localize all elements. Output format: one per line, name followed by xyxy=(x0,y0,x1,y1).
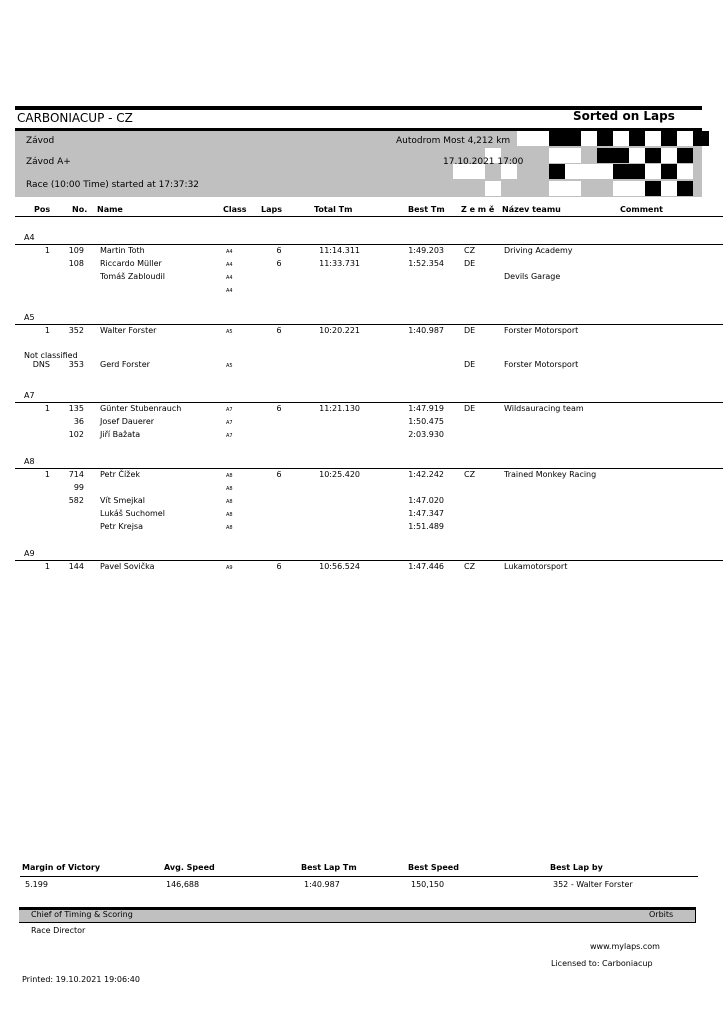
cell-name: Walter Forster xyxy=(100,326,157,335)
cell-team: Forster Motorsport xyxy=(504,326,579,335)
cell-country: DE xyxy=(464,404,476,413)
column-header-rule xyxy=(15,216,723,217)
cell-pos: DNS xyxy=(32,360,50,369)
race-info: Race (10:00 Time) started at 17:37:32 xyxy=(26,180,200,190)
cell-no: 582 xyxy=(68,496,84,505)
cell-class: A9 xyxy=(226,565,233,571)
cell-best: 1:42.242 xyxy=(408,470,444,479)
avg-speed-value: 146,688 xyxy=(166,880,200,889)
flag-square xyxy=(549,148,565,163)
cell-name: Martin Toth xyxy=(100,246,145,255)
cell-no: 714 xyxy=(68,470,84,479)
cell-laps: 6 xyxy=(276,562,282,571)
cell-pos: 1 xyxy=(44,562,50,571)
flag-square xyxy=(613,181,629,196)
flag-square xyxy=(549,164,565,179)
col-team: Název teamu xyxy=(502,205,561,214)
flag-square xyxy=(645,164,661,179)
col-no: No. xyxy=(72,205,88,214)
flag-square xyxy=(661,181,677,196)
group-label: A8 xyxy=(24,457,35,466)
flag-square xyxy=(597,164,613,179)
session-datetime: 17.10.2021 17:00 xyxy=(443,157,524,167)
flag-square xyxy=(661,148,677,163)
margin-label: Margin of Victory xyxy=(22,863,101,872)
cell-best: 1:40.987 xyxy=(408,326,444,335)
event-name: Závod xyxy=(26,136,55,146)
group-rule xyxy=(15,244,723,245)
chief-of-timing: Chief of Timing & Scoring xyxy=(31,910,133,919)
best-lap-by-label: Best Lap by xyxy=(550,863,603,872)
cell-pos: 1 xyxy=(44,246,50,255)
flag-square xyxy=(517,131,533,146)
cell-team: Forster Motorsport xyxy=(504,360,579,369)
printed-timestamp: Printed: 19.10.2021 19:06:40 xyxy=(22,975,140,984)
licensed-to: Licensed to: Carboniacup xyxy=(551,959,653,968)
cell-team: Lukamotorsport xyxy=(504,562,568,571)
cell-class: A4 xyxy=(226,249,233,255)
cell-class: A5 xyxy=(226,363,233,369)
cell-class: A8 xyxy=(226,473,233,479)
cell-class: A8 xyxy=(226,512,233,518)
col-class: Class xyxy=(223,205,247,214)
cell-best: 1:47.446 xyxy=(408,562,444,571)
cell-pos: 1 xyxy=(44,326,50,335)
best-lap-by-value: 352 - Walter Forster xyxy=(553,880,633,889)
cell-class: A7 xyxy=(226,420,233,426)
cell-country: DE xyxy=(464,326,476,335)
cell-total: 11:14.311 xyxy=(319,246,360,255)
website: www.mylaps.com xyxy=(590,942,660,951)
cell-name: Vít Smejkal xyxy=(100,496,146,505)
col-comment: Comment xyxy=(620,205,663,214)
flag-square xyxy=(565,148,581,163)
flag-square xyxy=(677,148,693,163)
flag-square xyxy=(629,181,645,196)
group-label: Not classified xyxy=(24,351,78,360)
flag-square xyxy=(597,148,613,163)
cell-no: 352 xyxy=(68,326,84,335)
cell-name: Tomáš Zabloudil xyxy=(100,272,165,281)
report-title: CARBONIACUP - CZ xyxy=(17,111,133,125)
cell-name: Petr Čížek xyxy=(100,470,140,479)
group-rule xyxy=(15,324,723,325)
cell-no: 36 xyxy=(73,417,84,426)
flag-square xyxy=(693,131,709,146)
cell-pos: 1 xyxy=(44,404,50,413)
cell-country: CZ xyxy=(464,562,476,571)
best-speed-value: 150,150 xyxy=(411,880,445,889)
session-name: Závod A+ xyxy=(26,157,71,167)
cell-laps: 6 xyxy=(276,470,282,479)
sort-label: Sorted on Laps xyxy=(573,109,675,123)
cell-class: A5 xyxy=(226,329,233,335)
cell-best: 1:47.919 xyxy=(408,404,444,413)
col-pos: Pos xyxy=(34,205,51,214)
flag-square xyxy=(613,131,629,146)
cell-class: A4 xyxy=(226,288,233,294)
flag-square xyxy=(645,148,661,163)
flag-square xyxy=(629,131,645,146)
cell-best: 1:50.475 xyxy=(408,417,444,426)
cell-total: 10:20.221 xyxy=(319,326,360,335)
cell-class: A8 xyxy=(226,486,233,492)
flag-square xyxy=(549,131,565,146)
cell-laps: 6 xyxy=(276,246,282,255)
best-lap-value: 1:40.987 xyxy=(304,880,340,889)
cell-total: 11:33.731 xyxy=(319,259,360,268)
flag-square xyxy=(549,181,565,196)
track-name: Autodrom Most 4,212 km xyxy=(396,136,511,146)
flag-square xyxy=(629,148,645,163)
cell-name: Jiří Bažata xyxy=(100,430,141,439)
cell-best: 1:51.489 xyxy=(408,522,444,531)
cell-laps: 6 xyxy=(276,259,282,268)
flag-square xyxy=(565,181,581,196)
flag-square xyxy=(565,131,581,146)
col-name: Name xyxy=(97,205,123,214)
cell-class: A4 xyxy=(226,262,233,268)
flag-square xyxy=(581,164,597,179)
cell-no: 102 xyxy=(68,430,84,439)
col-laps: Laps xyxy=(261,205,282,214)
cell-class: A8 xyxy=(226,525,233,531)
best-lap-label: Best Lap Tm xyxy=(301,863,357,872)
group-label: A9 xyxy=(24,549,35,558)
cell-total: 10:25.420 xyxy=(319,470,360,479)
flag-square xyxy=(613,148,629,163)
group-rule xyxy=(15,560,723,561)
cell-team: Wildsauracing team xyxy=(504,404,584,413)
cell-class: A4 xyxy=(226,275,233,281)
margin-value: 5.199 xyxy=(25,880,48,889)
cell-no: 144 xyxy=(68,562,84,571)
cell-best: 1:52.354 xyxy=(408,259,444,268)
race-director: Race Director xyxy=(31,926,86,935)
flag-square xyxy=(597,131,613,146)
orbits-label: Orbits xyxy=(649,910,674,919)
cell-best: 1:47.020 xyxy=(408,496,444,505)
cell-pos: 1 xyxy=(44,470,50,479)
best-speed-label: Best Speed xyxy=(408,863,459,872)
col-best: Best Tm xyxy=(408,205,445,214)
flag-square xyxy=(661,164,677,179)
cell-name: Petr Krejsa xyxy=(100,522,144,531)
cell-name: Pavel Sovička xyxy=(100,562,155,571)
cell-team: Devils Garage xyxy=(504,272,561,281)
cell-team: Driving Academy xyxy=(504,246,573,255)
flag-square xyxy=(565,164,581,179)
group-label: A7 xyxy=(24,391,35,400)
cell-country: CZ xyxy=(464,470,476,479)
flag-square xyxy=(677,131,693,146)
group-rule xyxy=(15,468,723,469)
flag-square xyxy=(485,181,501,196)
cell-no: 109 xyxy=(68,246,84,255)
cell-no: 135 xyxy=(68,404,84,413)
flag-square xyxy=(661,131,677,146)
flag-square xyxy=(629,164,645,179)
cell-total: 10:56.524 xyxy=(319,562,360,571)
flag-square xyxy=(645,131,661,146)
group-rule xyxy=(15,402,723,403)
flag-square xyxy=(613,164,629,179)
cell-country: DE xyxy=(464,360,476,369)
cell-no: 108 xyxy=(68,259,84,268)
flag-square xyxy=(677,164,693,179)
cell-name: Günter Stubenrauch xyxy=(100,404,182,413)
cell-total: 11:21.130 xyxy=(319,404,360,413)
summary-rule xyxy=(20,876,698,877)
group-label: A4 xyxy=(24,233,35,242)
cell-name: Riccardo Müller xyxy=(100,259,162,268)
cell-best: 1:47.347 xyxy=(408,509,444,518)
flag-square xyxy=(677,181,693,196)
cell-class: A8 xyxy=(226,499,233,505)
cell-best: 2:03.930 xyxy=(408,430,444,439)
cell-name: Gerd Forster xyxy=(100,360,150,369)
cell-laps: 6 xyxy=(276,404,282,413)
cell-no: 353 xyxy=(68,360,84,369)
cell-team: Trained Monkey Racing xyxy=(504,470,597,479)
cell-no: 99 xyxy=(73,483,84,492)
col-country: Z e m ě xyxy=(461,205,495,214)
group-label: A5 xyxy=(24,313,35,322)
cell-name: Lukáš Suchomel xyxy=(100,509,165,518)
flag-square xyxy=(533,131,549,146)
cell-country: DE xyxy=(464,259,476,268)
col-total: Total Tm xyxy=(314,205,353,214)
cell-class: A7 xyxy=(226,433,233,439)
cell-best: 1:49.203 xyxy=(408,246,444,255)
flag-square xyxy=(645,181,661,196)
cell-laps: 6 xyxy=(276,326,282,335)
cell-class: A7 xyxy=(226,407,233,413)
cell-country: CZ xyxy=(464,246,476,255)
flag-square xyxy=(581,131,597,146)
avg-speed-label: Avg. Speed xyxy=(164,863,215,872)
cell-name: Josef Dauerer xyxy=(100,417,155,426)
